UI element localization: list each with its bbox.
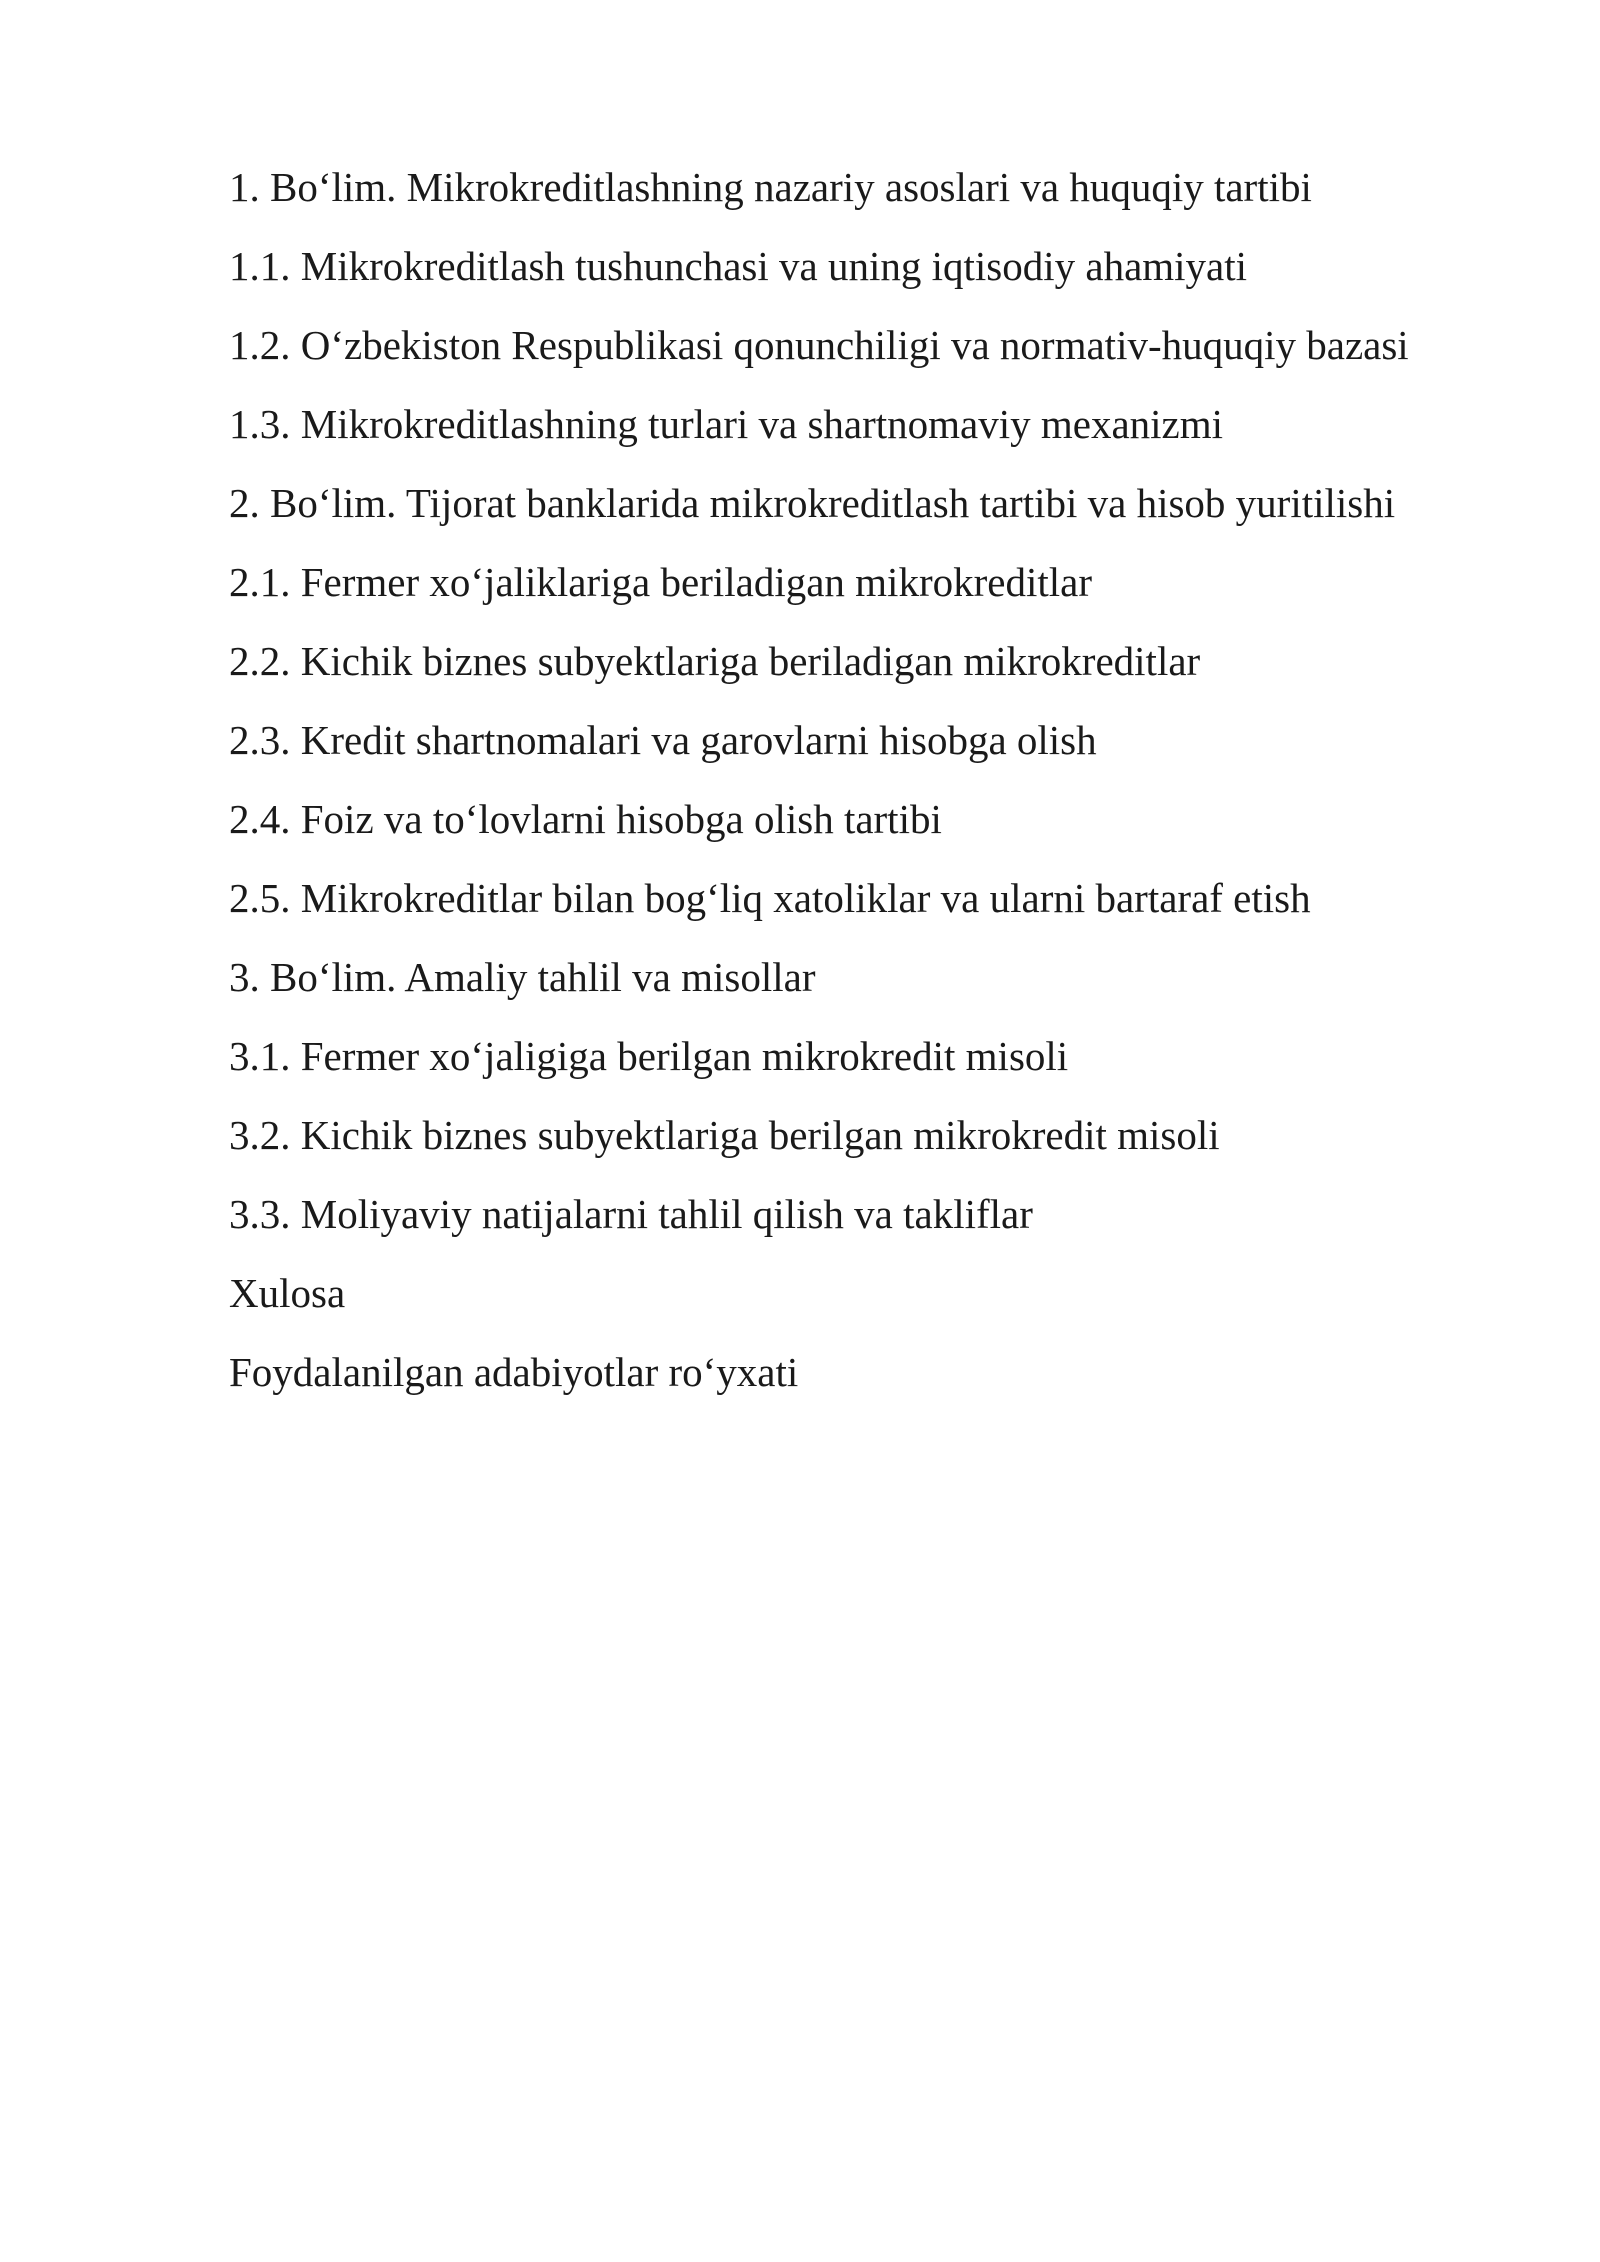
toc-item-2-2: 2.2. Kichik biznes subyektlariga beriladigan mikrokreditlar — [229, 638, 1201, 684]
toc-item-1-3: 1.3. Mikrokreditlashning turlari va shartnomaviy mexanizmi — [229, 401, 1224, 447]
toc-item-section-1: 1. Bo‘lim. Mikrokreditlashning nazariy asoslari va huquqiy tartibi — [229, 164, 1312, 210]
toc-item-1-1: 1.1. Mikrokreditlash tushunchasi va uning iqtisodiy ahamiyati — [229, 243, 1248, 289]
toc-item-3-2: 3.2. Kichik biznes subyektlariga berilgan mikrokredit misoli — [229, 1112, 1220, 1158]
toc-item-1-2: 1.2. O‘zbekiston Respublikasi qonunchiligi va normativ-huquqiy bazasi — [229, 322, 1409, 368]
toc-item-2-3: 2.3. Kredit shartnomalari va garovlarni hisobga olish — [229, 717, 1097, 763]
toc-item-3-1: 3.1. Fermer xo‘jaligiga berilgan mikrokredit misoli — [229, 1033, 1069, 1079]
table-of-contents — [229, 148, 1569, 1412]
toc-item-section-3: 3. Bo‘lim. Amaliy tahlil va misollar — [229, 954, 816, 1000]
toc-item-2-5: 2.5. Mikrokreditlar bilan bog‘liq xatoliklar va ularni bartaraf etish — [229, 875, 1311, 921]
toc-item-references: Foydalanilgan adabiyotlar ro‘yxati — [229, 1349, 799, 1395]
toc-item-section-2: 2. Bo‘lim. Tijorat banklarida mikrokreditlash tartibi va hisob yuritilishi — [229, 480, 1396, 526]
toc-item-conclusion: Xulosa — [229, 1270, 346, 1316]
toc-item-2-4: 2.4. Foiz va to‘lovlarni hisobga olish tartibi — [229, 796, 942, 842]
toc-item-2-1: 2.1. Fermer xo‘jaliklariga beriladigan mikrokreditlar — [229, 559, 1092, 605]
toc-item-3-3: 3.3. Moliyaviy natijalarni tahlil qilish va takliflar — [229, 1191, 1033, 1237]
